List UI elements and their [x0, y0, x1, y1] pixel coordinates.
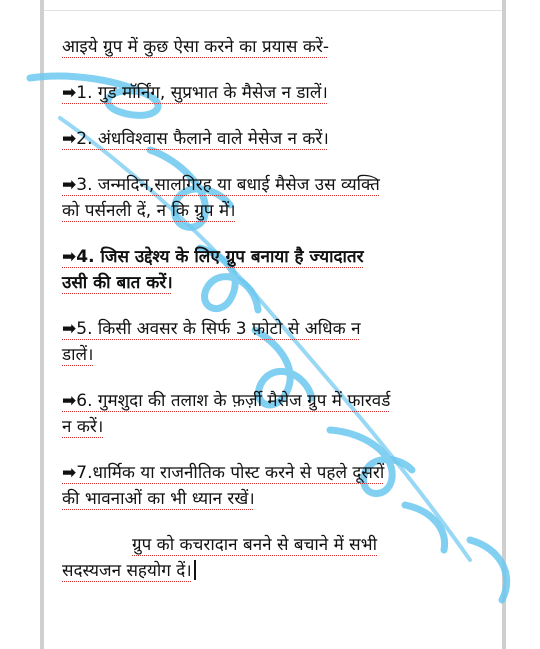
list-item-7	[62, 460, 482, 512]
page-right-border	[502, 0, 506, 649]
arrow-icon: ➡	[62, 463, 77, 483]
item-7-line-2: की भावनाओं का भी ध्यान रखें।	[62, 489, 255, 509]
document-body	[62, 34, 482, 584]
item-2-line-1: 2. अंधविश्वास फैलाने वाले मेसेज न करें।	[76, 129, 329, 149]
list-item-2	[62, 126, 482, 152]
page-left-border	[40, 0, 44, 649]
top-rule	[44, 10, 502, 11]
list-item-6	[62, 388, 482, 440]
closing-line-2: सदस्यजन सहयोग दें।	[62, 561, 192, 581]
item-3-line-2: को पर्सनली दें, न कि ग्रुप में।	[62, 201, 236, 221]
list-item-1	[62, 80, 482, 106]
intro-heading: आइये ग्रुप में कुछ ऐसा करने का प्रयास करें-	[62, 37, 329, 57]
closing-note	[62, 532, 482, 584]
item-5-line-2: डालें।	[62, 345, 94, 365]
list-item-4	[62, 244, 482, 296]
item-6-line-2: न करें।	[62, 417, 104, 437]
arrow-icon: ➡	[62, 247, 77, 267]
arrow-icon: ➡	[62, 175, 77, 195]
arrow-icon: ➡	[62, 391, 77, 411]
list-item-5	[62, 316, 482, 368]
item-6-line-1: 6. गुमशुदा की तलाश के फ़र्ज़ी मैसेज ग्रुप में फारवर्ड	[76, 391, 391, 411]
arrow-icon: ➡	[62, 319, 77, 339]
item-7-line-1: 7.धार्मिक या राजनीतिक पोस्ट करने से पहले दूसरों	[76, 463, 385, 483]
item-4-line-1: 4. जिस उद्देश्य के लिए ग्रुप बनाया है ज्यादातर	[76, 247, 364, 267]
arrow-icon: ➡	[62, 129, 77, 149]
list-item-3	[62, 172, 482, 224]
item-1-line-1: 1. गुड मॉर्निंग, सुप्रभात के मैसेज न डालें।	[76, 83, 328, 103]
arrow-icon: ➡	[62, 83, 77, 103]
closing-line-1: ग्रुप को कचरादान बनने से बचाने में सभी	[132, 535, 378, 555]
item-3-line-1: 3. जन्मदिन,सालगिरह या बधाई मैसेज उस व्यक्ति	[76, 175, 380, 195]
text-cursor	[194, 560, 196, 580]
item-5-line-1: 5. किसी अवसर के सिर्फ 3 फ़ोटो से अधिक न	[76, 319, 361, 339]
item-4-line-2: उसी की बात करें।	[62, 273, 173, 293]
